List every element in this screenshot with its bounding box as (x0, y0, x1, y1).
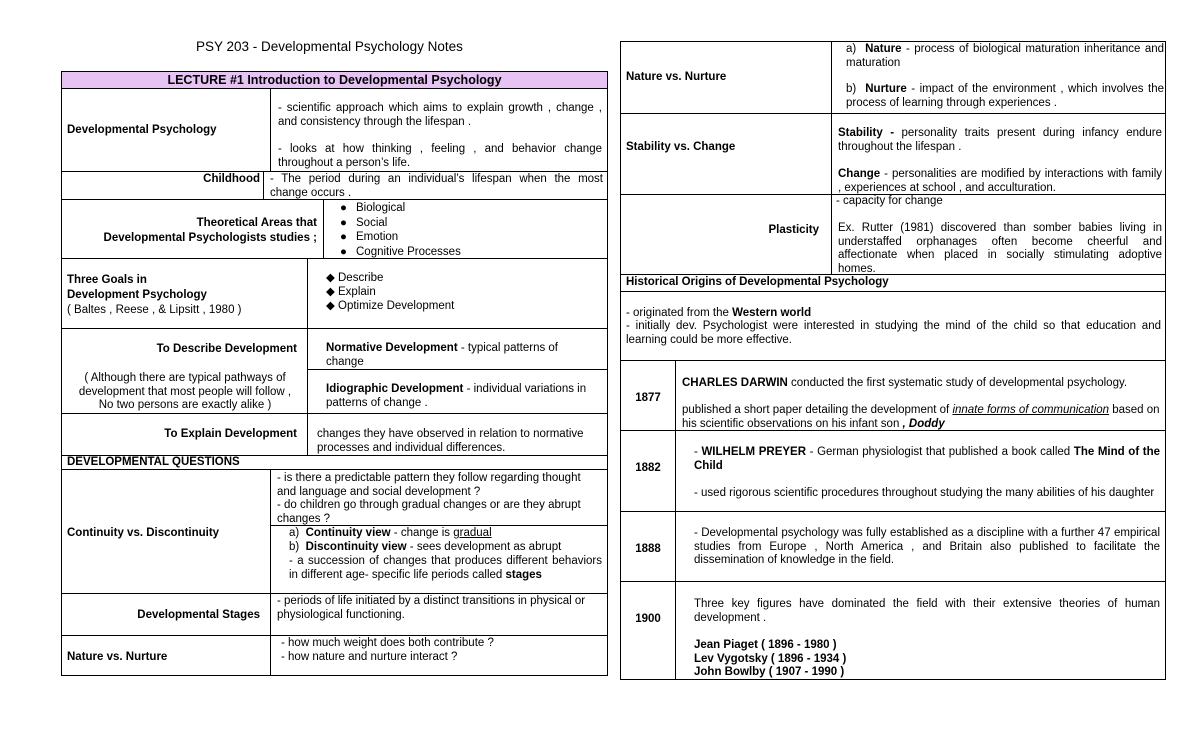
explain-row (62, 413, 607, 455)
plasticity-row (621, 194, 1165, 274)
nature-nurture-right-row (621, 42, 1165, 113)
describe-row (62, 328, 607, 413)
describe-sub (307, 329, 607, 413)
lecture-header: LECTURE #1 Introduction to Developmental Psychology (62, 72, 607, 89)
timeline-year: 1900 (635, 613, 661, 625)
dash: - (694, 446, 702, 458)
stability-def (831, 114, 1165, 194)
page-title: PSY 203 - Developmental Psychology Notes (196, 39, 463, 54)
goal-item: Optimize Development (338, 300, 455, 312)
stability-def-text: personality traits present during infancy endure throughout the lifespan . (838, 127, 1162, 153)
darwin-name: CHARLES DARWIN (682, 377, 788, 389)
preyer-desc: - German physiologist that published a book called (806, 446, 1074, 458)
list-item (340, 216, 607, 231)
theoretical-list (323, 200, 607, 258)
gradual-word: gradual (453, 527, 492, 539)
key-figures (694, 639, 1094, 680)
theoretical-label-line1: Theoretical Areas that (196, 217, 317, 229)
plasticity-label: Plasticity (768, 224, 819, 236)
list-item (340, 245, 607, 260)
mind-of-child-title: The Mind of the Child (694, 446, 1161, 472)
nature-def-text: - process of biological maturation inheritance and maturation (846, 43, 1165, 69)
explain-def: changes they have observed in relation to normative processes and individual differences. (307, 414, 607, 455)
childhood-def: - The period during an individual’s lifespan when the most change occurs . (263, 172, 607, 199)
continuity-b (289, 541, 604, 555)
theoretical-item: Social (356, 216, 388, 229)
darwin-line1 (682, 377, 1160, 391)
continuity-row (62, 469, 607, 593)
continuity-view-def: - change is (390, 527, 454, 539)
change-def-text: - personalities are modified by interactions with family , experiences at school , and acculturation. (838, 168, 1162, 194)
diamond-bullet-icon: ◆ (326, 286, 335, 298)
plasticity-def (831, 195, 1165, 274)
innate-forms-link: innate forms of communication (952, 404, 1110, 416)
establishment-text: - Developmental psychology was fully established as a discipline with a further 47 empirical studies from Europe , North America , and Britain also published to facilitate the dissemination of knowledge in the field. (694, 527, 1160, 566)
theoretical-label-line2: Developmental Psychologists studies ; (103, 232, 317, 244)
stability-row (621, 113, 1165, 194)
theoretical-item: Biological (356, 202, 406, 214)
timeline-year: 1877 (635, 392, 661, 404)
nature-nurture-questions (270, 636, 607, 676)
timeline-content (675, 431, 1165, 511)
idiographic-def: - individual variations in patterns of change . (326, 383, 587, 409)
nature-nurture-row (62, 635, 607, 676)
normative-text (326, 342, 596, 369)
list-item (340, 230, 607, 245)
timeline-year: 1882 (635, 462, 661, 474)
theoretical-item: Emotion (356, 231, 399, 243)
list-marker: b) (289, 541, 300, 553)
list-item (326, 285, 607, 299)
change-text (838, 168, 1162, 195)
continuity-a (289, 527, 604, 541)
historical-header: Historical Origins of Developmental Psychology (621, 274, 1165, 291)
plasticity-example: Ex. Rutter (1981) discovered than somber babies living in understaffed orphanages often become cheerful and affectionate when placed in socially stimulating adoptive homes. (838, 222, 1162, 275)
origins-row (621, 291, 1165, 360)
describe-divider (308, 369, 608, 370)
bullet-dot-icon: ● (340, 231, 347, 243)
three-goals-label (67, 273, 302, 318)
nurture-def (846, 83, 1164, 110)
childhood-label: Childhood (203, 173, 260, 185)
nature-nurture-q2: - how nature and nurture interact ? (281, 650, 458, 663)
continuity-divider (271, 525, 608, 526)
timeline-row-1877 (621, 360, 1165, 430)
dev-stages-label: Developmental Stages (137, 609, 260, 621)
change-term: Change (838, 168, 881, 180)
nature-nurture-q1: - how much weight does both contribute ? (281, 637, 494, 649)
theoretical-row (62, 199, 607, 258)
list-item (326, 299, 607, 313)
timeline-row-1900 (621, 581, 1165, 679)
preyer-line1 (694, 446, 1160, 473)
bullet-dot-icon: ● (340, 202, 347, 214)
stability-text (838, 127, 1162, 154)
list-marker: a) (846, 43, 857, 55)
darwin-line2 (682, 404, 1162, 431)
bullet-dot-icon: ● (340, 245, 347, 258)
dev-psych-def2: - looks at how thinking , feeling , and behavior change throughout a person’s life. (278, 143, 602, 169)
nature-nurture-right-label: Nature vs. Nurture (626, 71, 727, 83)
goal-item: Describe (338, 272, 384, 284)
list-marker: a) (289, 527, 300, 539)
discontinuity-view-def: - sees development as abrupt (406, 541, 562, 553)
preyer-line2: - used rigorous scientific procedures throughout studying the many abilities of his daughter (694, 487, 1155, 499)
goal-item: Explain (338, 286, 376, 298)
continuity-q1: - is there a predictable pattern they follow regarding thought and language and social development ? (277, 472, 581, 498)
timeline-year: 1888 (635, 543, 661, 555)
dev-stages-row (62, 593, 607, 635)
dev-psych-def-cell (270, 89, 607, 171)
origins-line2: - initially dev. Psychologist were interested in studying the mind of the child so that education and learning could be more effective. (626, 320, 1161, 346)
darwin-line2-post: based on his scientific observations on his infant son (682, 404, 1160, 430)
explain-label: To Explain Development (164, 428, 297, 440)
nature-nurture-right-def (831, 42, 1165, 113)
diamond-bullet-icon: ◆ (326, 272, 335, 284)
right-table (620, 41, 1166, 680)
nature-nurture-label: Nature vs. Nurture (67, 651, 168, 663)
plasticity-def-text: - capacity for change (836, 195, 943, 207)
nurture-term: Nurture (865, 83, 907, 95)
diamond-bullet-icon: ◆ (326, 300, 335, 312)
discontinuity-extra: - a succession of changes that produces different behaviors in different age- specific life periods called (289, 555, 602, 581)
three-goals-line1: Three Goals in (67, 274, 147, 286)
three-goals-list (307, 259, 607, 328)
theoretical-item: Cognitive Processes (356, 245, 461, 258)
continuity-label: Continuity vs. Discontinuity (67, 527, 220, 539)
dev-psych-label: Developmental Psychology (67, 124, 217, 137)
nurture-def-text: - impact of the environment , which involves the process of learning through experiences . (846, 83, 1165, 109)
western-world: Western world (732, 307, 812, 319)
darwin-line2-pre: published a short paper detailing the development of (682, 404, 953, 416)
darwin-line1-rest: conducted the first systematic study of developmental psychology. (787, 377, 1128, 389)
idiographic-text (326, 383, 601, 410)
timeline-row-1888 (621, 511, 1165, 581)
continuity-view-term: Continuity view (305, 527, 391, 539)
list-item: John Bowlby ( 1907 - 1990 ) (694, 666, 845, 678)
describe-label: To Describe Development (156, 343, 297, 355)
list-item (340, 201, 607, 216)
origins-pre: - originated from the (626, 307, 733, 319)
dev-questions-header: DEVELOPMENTAL QUESTIONS (62, 455, 607, 469)
discontinuity-view-term: Discontinuity view (305, 541, 407, 553)
normative-term: Normative Development (326, 342, 458, 354)
bullet-dot-icon: ● (340, 216, 347, 229)
dev-psych-def1: - scientific approach which aims to explain growth , change , and consistency through the lifespan . (278, 102, 602, 128)
timeline-content (675, 512, 1165, 581)
timeline-row-1882 (621, 430, 1165, 511)
three-goals-line2: Development Psychology (67, 289, 207, 301)
left-table (61, 71, 608, 676)
continuity-b-extra (289, 555, 602, 582)
describe-note: ( Although there are typical pathways of development that most people will follow , No two persons are exactly alike ) (78, 372, 292, 411)
dev-psych-label-cell (67, 90, 267, 172)
idiographic-term: Idiographic Development (326, 383, 464, 395)
list-marker: b) (846, 83, 857, 95)
childhood-row (62, 171, 607, 199)
timeline-content (675, 361, 1165, 430)
three-goals-row (62, 258, 607, 328)
normative-def: - typical patterns of change (326, 342, 559, 368)
preyer-name: WILHELM PREYER (701, 446, 807, 458)
origins-line1 (626, 307, 1161, 321)
stability-label: Stability vs. Change (626, 141, 736, 153)
nature-def (846, 43, 1164, 70)
continuity-def (270, 470, 607, 593)
dev-stages-def: - periods of life initiated by a distinct transitions in physical or physiological functioning. (270, 594, 607, 635)
nature-term: Nature (865, 43, 902, 55)
three-goals-citation: ( Baltes , Reese , & Lipsitt , 1980 ) (67, 304, 242, 316)
list-item (326, 271, 607, 285)
key-figures-intro: Three key figures have dominated the field with their extensive theories of human development . (694, 598, 1160, 624)
list-item: Lev Vygotsky ( 1896 - 1934 ) (694, 652, 847, 665)
theoretical-label (67, 216, 317, 246)
continuity-q2: - do children go through gradual changes or are they abrupt changes ? (277, 499, 581, 525)
stages-word: stages (505, 568, 542, 581)
list-item: Jean Piaget ( 1896 - 1980 ) (694, 639, 837, 651)
stability-term: Stability - (838, 127, 895, 139)
doddy-name: , Doddy (902, 417, 945, 430)
timeline-content (675, 582, 1165, 680)
